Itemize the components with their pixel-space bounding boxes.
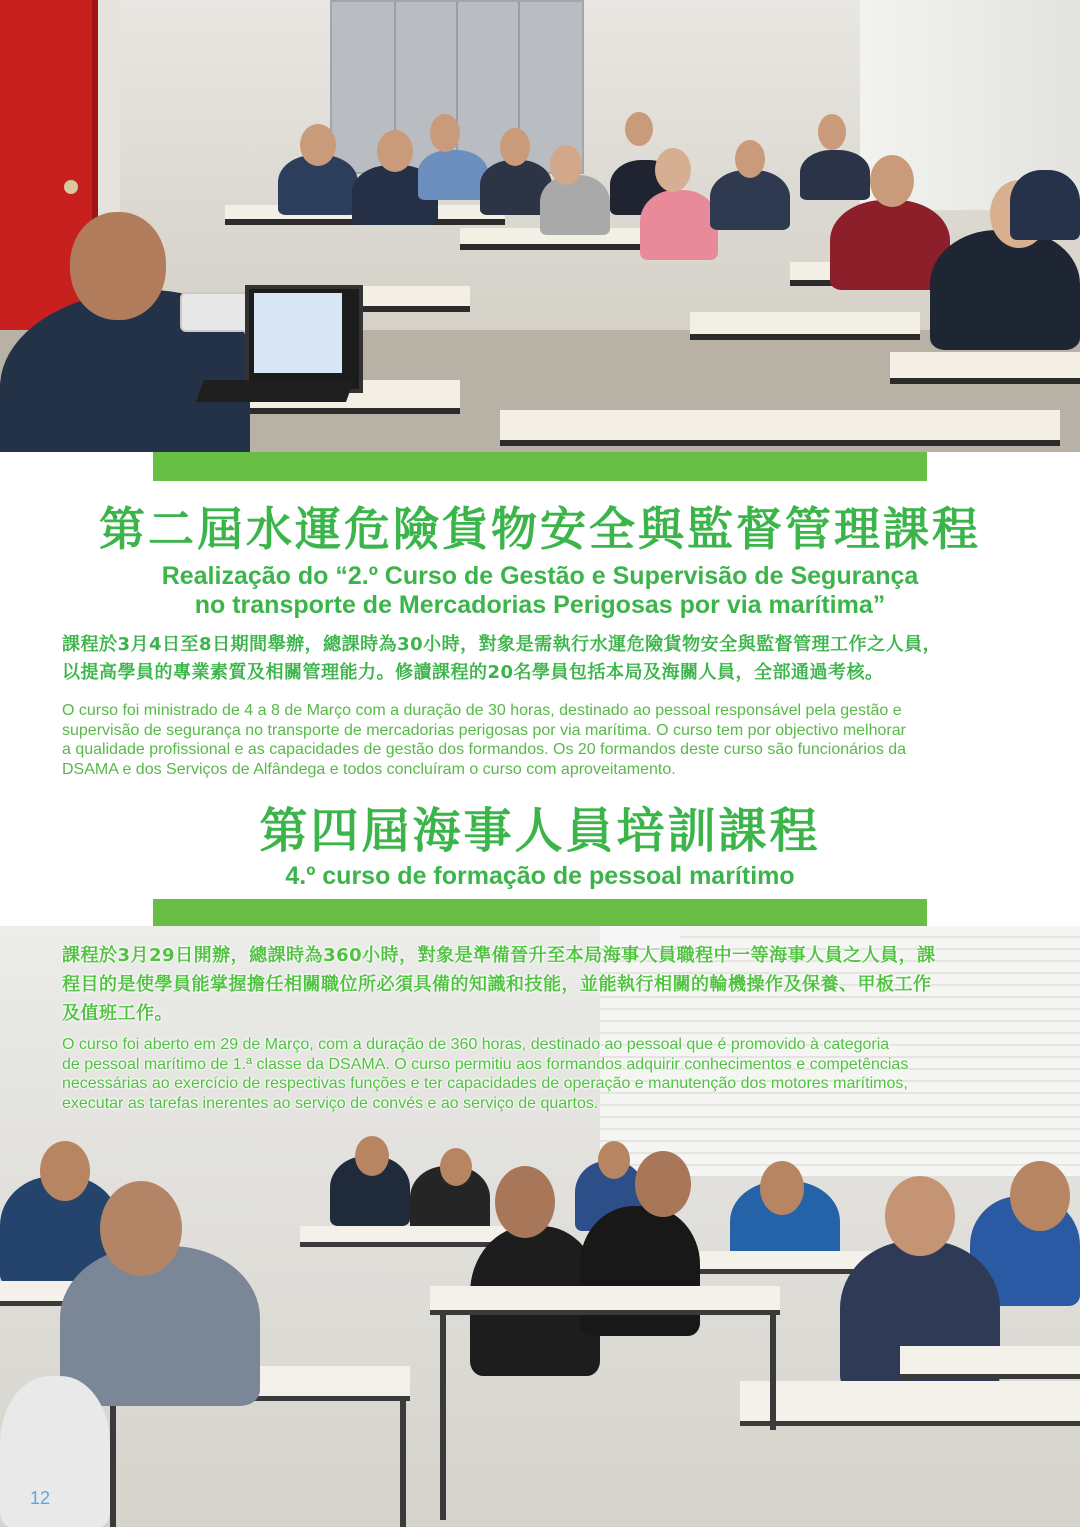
- student: [640, 190, 718, 260]
- student-head: [430, 114, 460, 152]
- section1-title-pt-line2: no transporte de Mercadorias Perigosas por via marítima”: [194, 591, 886, 619]
- student-head: [885, 1176, 955, 1256]
- student-head: [100, 1181, 182, 1276]
- section2-body-pt-line: O curso foi aberto em 29 de Março, com a duração de 360 horas, destinado ao pessoal que é promovido à categoria: [62, 1036, 890, 1053]
- student-head: [550, 145, 582, 185]
- desk-leg: [400, 1396, 406, 1527]
- section2-body-pt-line: necessárias ao exercício de respectivas funções e ter capacidades de operação e manutenção dos motores marítimos,: [62, 1075, 908, 1092]
- student-head: [355, 1136, 389, 1176]
- section1-body-zh: [62, 631, 1022, 687]
- section1-title-pt-line1: Realização do “2.º Curso de Gestão e Supervisão de Segurança: [161, 562, 919, 590]
- student-head: [870, 155, 914, 207]
- student-head: [635, 1151, 691, 1217]
- section2-body-zh-line: 程目的是使學員能掌握擔任相關職位所必須具備的知識和技能，並能執行相關的輪機操作及保養、甲板工作: [62, 974, 932, 995]
- desk-leg: [110, 1396, 116, 1527]
- section2-body-pt: [62, 1035, 1024, 1113]
- student-head: [655, 148, 691, 192]
- green-divider-bar: [153, 899, 927, 926]
- student: [800, 150, 870, 200]
- section2-body-zh-line: 課程於3月29日開辦，總課時為360小時，對象是準備晉升至本局海事人員職程中一等海事人員之人員，課: [62, 945, 936, 966]
- laptop-screen: [254, 293, 342, 373]
- section2-body-pt-line: de pessoal marítimo de 1.ª classe da DSAMA. O curso permitiu aos formandos adquirir conhecimentos e competências: [62, 1055, 909, 1073]
- section1-body-zh-line: 課程於3月4日至8日期間舉辦，總課時為30小時，對象是需執行水運危險貨物安全與監督管理工作之人員，: [62, 634, 942, 655]
- student-head: [760, 1161, 804, 1215]
- desk: [430, 1286, 780, 1315]
- section1-body-pt-line: a qualidade profissional e as capacidades de gestão dos formandos. Os 20 formandos deste curso são funcionários da: [62, 741, 907, 758]
- section1-title-zh: 第二屆水運危險貨物安全與監督管理課程: [99, 502, 981, 556]
- section2-body-pt-line: executar as tarefas inerentes ao serviço de convés e ao serviço de quartos.: [62, 1094, 599, 1112]
- section1-body-pt-line: O curso foi ministrado de 4 a 8 de Março com a duração de 30 horas, destinado ao pessoal responsável pela gestão e: [62, 702, 902, 719]
- desk: [900, 1346, 1080, 1379]
- student-head: [1010, 1161, 1070, 1231]
- student: [930, 230, 1080, 350]
- student: [710, 170, 790, 230]
- student: [418, 150, 488, 200]
- projector: [180, 292, 250, 332]
- student-head: [40, 1141, 90, 1201]
- section1-body-zh-line: 以提高學員的專業素質及相關管理能力。修讀課程的20名學員包括本局及海關人員，全部通過考核。: [62, 662, 884, 683]
- student: [1010, 170, 1080, 240]
- student-head: [735, 140, 765, 178]
- student: [0, 1376, 110, 1527]
- desk: [890, 352, 1080, 384]
- desk: [690, 312, 920, 340]
- door-knob: [64, 180, 78, 194]
- student-head: [625, 112, 653, 146]
- section1-body-pt-line: supervisão de segurança no transporte de mercadorias perigosas por via marítima. O curso tem por objectivo melhorar: [62, 721, 906, 739]
- section2-body-zh-line: 及值班工作。: [62, 1003, 173, 1024]
- student-head: [598, 1141, 630, 1179]
- section2-title-pt: 4.º curso de formação de pessoal marítimo: [285, 862, 795, 890]
- desk-leg: [770, 1310, 776, 1430]
- student-head: [300, 124, 336, 166]
- student-head: [440, 1148, 472, 1186]
- student-head: [495, 1166, 555, 1238]
- student-head: [500, 128, 530, 166]
- desk-leg: [440, 1310, 446, 1520]
- storage-cabinet: [330, 0, 584, 174]
- desk: [500, 410, 1060, 446]
- section2-body-zh: [62, 941, 1024, 1028]
- laptop-keyboard: [196, 380, 354, 402]
- section1-body-pt: [62, 701, 1022, 779]
- student-head: [818, 114, 846, 150]
- student: [580, 1206, 700, 1336]
- instructor-head: [70, 212, 166, 320]
- green-divider-bar: [153, 452, 927, 481]
- page-number: 12: [30, 1488, 51, 1508]
- desk: [740, 1381, 1080, 1426]
- section1-body-pt-line: DSAMA e dos Serviços de Alfândega e todos concluíram o curso com aproveitamento.: [62, 760, 676, 778]
- student-head: [377, 130, 413, 172]
- section2-title-zh: 第四屆海事人員培訓課程: [259, 803, 821, 859]
- classroom-photo-top: [0, 0, 1080, 452]
- student: [540, 175, 610, 235]
